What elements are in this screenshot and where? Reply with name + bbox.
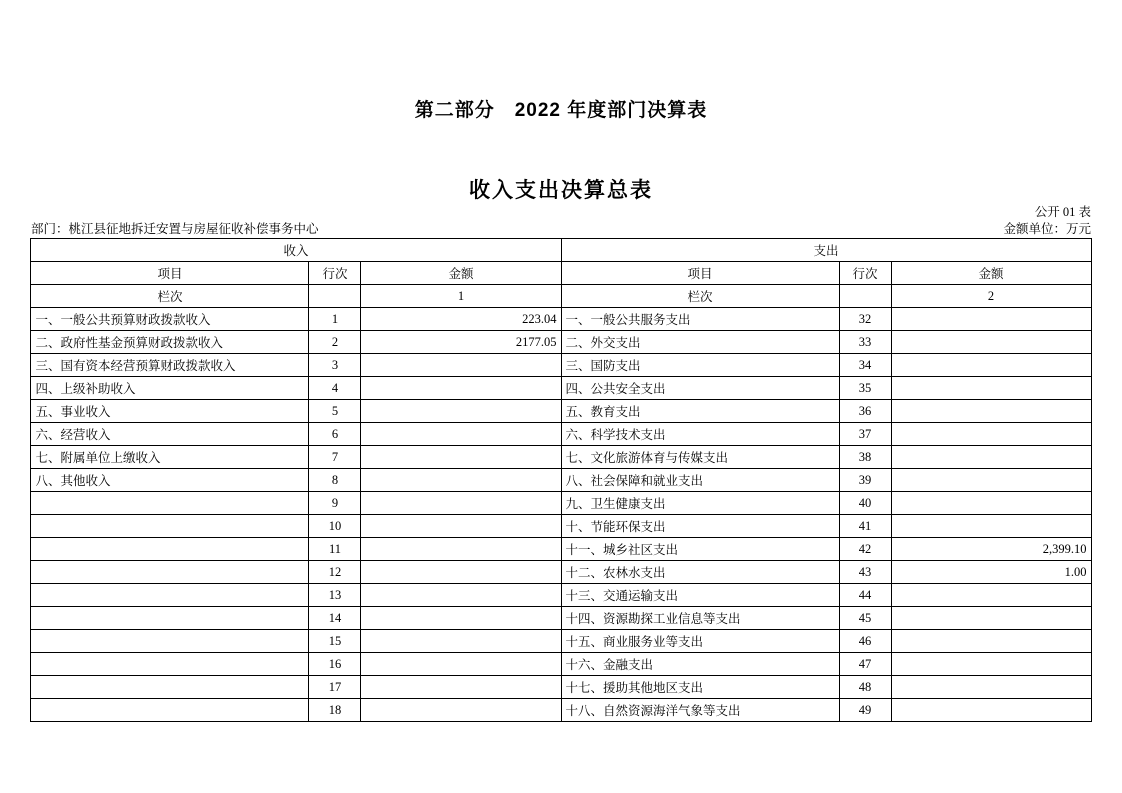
cell-income-amount [361, 423, 561, 446]
cell-expenditure-amount [891, 377, 1091, 400]
group-header-expenditure: 支出 [561, 239, 1091, 262]
table-row [31, 538, 1091, 561]
cell-expenditure-line: 34 [839, 354, 891, 377]
unit-note: 金额单位：万元 [1003, 222, 1091, 236]
cell-expenditure-item: 十八、自然资源海洋气象等支出 [561, 699, 839, 722]
cell-income-item [31, 676, 309, 699]
cell-expenditure-line: 32 [839, 308, 891, 331]
cell-income-line: 11 [309, 538, 361, 561]
header-income-line: 行次 [309, 262, 361, 285]
cell-expenditure-item: 十、节能环保支出 [561, 515, 839, 538]
table-row [31, 446, 1091, 469]
cell-income-line: 5 [309, 400, 361, 423]
cell-expenditure-line: 43 [839, 561, 891, 584]
cell-expenditure-line: 45 [839, 607, 891, 630]
cell-income-line: 3 [309, 354, 361, 377]
cell-income-amount [361, 653, 561, 676]
header-income-amount: 金额 [361, 262, 561, 285]
cell-expenditure-item: 十三、交通运输支出 [561, 584, 839, 607]
cell-expenditure-amount [891, 423, 1091, 446]
table-row [31, 469, 1091, 492]
cell-income-item [31, 561, 309, 584]
header-expenditure-amount: 金额 [891, 262, 1091, 285]
cell-income-line: 13 [309, 584, 361, 607]
cell-income-item: 四、上级补助收入 [31, 377, 309, 400]
cell-income-item: 三、国有资本经营预算财政拨款收入 [31, 354, 309, 377]
cell-expenditure-line: 42 [839, 538, 891, 561]
table-group-header-row [31, 239, 1091, 262]
cell-expenditure-amount [891, 515, 1091, 538]
cell-expenditure-amount [891, 331, 1091, 354]
cell-expenditure-item: 五、教育支出 [561, 400, 839, 423]
cell-income-line: 9 [309, 492, 361, 515]
department-line: 部门：桃江县征地拆迁安置与房屋征收补偿事务中心 [31, 222, 319, 236]
cell-expenditure-item: 三、国防支出 [561, 354, 839, 377]
cell-income-amount [361, 699, 561, 722]
meta-right-block [1003, 204, 1091, 238]
cell-expenditure-item: 六、科学技术支出 [561, 423, 839, 446]
cell-expenditure-line: 37 [839, 423, 891, 446]
header-expenditure-line: 行次 [839, 262, 891, 285]
cell-income-line: 12 [309, 561, 361, 584]
cell-income-line: 7 [309, 446, 361, 469]
table-body [31, 308, 1091, 722]
lan-label-income: 栏次 [31, 285, 309, 308]
cell-expenditure-amount [891, 584, 1091, 607]
cell-income-item [31, 699, 309, 722]
cell-income-line: 17 [309, 676, 361, 699]
cell-income-amount [361, 469, 561, 492]
cell-income-item [31, 538, 309, 561]
cell-income-item: 七、附属单位上缴收入 [31, 446, 309, 469]
cell-income-amount: 223.04 [361, 308, 561, 331]
cell-income-line: 4 [309, 377, 361, 400]
cell-expenditure-item: 十二、农林水支出 [561, 561, 839, 584]
cell-expenditure-amount [891, 676, 1091, 699]
cell-expenditure-item: 九、卫生健康支出 [561, 492, 839, 515]
cell-income-amount [361, 515, 561, 538]
cell-income-amount [361, 492, 561, 515]
cell-expenditure-line: 41 [839, 515, 891, 538]
table-row [31, 400, 1091, 423]
table-column-header-row [31, 262, 1091, 285]
cell-income-line: 6 [309, 423, 361, 446]
cell-expenditure-line: 35 [839, 377, 891, 400]
cell-expenditure-amount [891, 607, 1091, 630]
cell-expenditure-amount: 1.00 [891, 561, 1091, 584]
cell-expenditure-line: 36 [839, 400, 891, 423]
table-row [31, 699, 1091, 722]
cell-income-line: 14 [309, 607, 361, 630]
table-row [31, 331, 1091, 354]
cell-expenditure-amount [891, 653, 1091, 676]
cell-expenditure-item: 八、社会保障和就业支出 [561, 469, 839, 492]
cell-income-line: 15 [309, 630, 361, 653]
cell-income-amount [361, 630, 561, 653]
cell-income-amount [361, 607, 561, 630]
cell-income-item: 一、一般公共预算财政拨款收入 [31, 308, 309, 331]
table-row [31, 354, 1091, 377]
table-row [31, 423, 1091, 446]
cell-expenditure-amount [891, 469, 1091, 492]
cell-expenditure-amount [891, 446, 1091, 469]
lan-income-number: 1 [361, 285, 561, 308]
cell-income-amount [361, 400, 561, 423]
header-income-item: 项目 [31, 262, 309, 285]
table-lan-row [31, 285, 1091, 308]
table-row [31, 584, 1091, 607]
cell-expenditure-item: 十五、商业服务业等支出 [561, 630, 839, 653]
cell-expenditure-line: 47 [839, 653, 891, 676]
cell-income-amount: 2177.05 [361, 331, 561, 354]
table-row [31, 308, 1091, 331]
cell-income-item [31, 653, 309, 676]
cell-expenditure-item: 一、一般公共服务支出 [561, 308, 839, 331]
cell-expenditure-amount [891, 630, 1091, 653]
cell-expenditure-line: 40 [839, 492, 891, 515]
table-meta [31, 204, 1091, 238]
cell-income-line: 2 [309, 331, 361, 354]
cell-expenditure-line: 49 [839, 699, 891, 722]
cell-income-line: 10 [309, 515, 361, 538]
part-title: 第二部分 2022 年度部门决算表 [414, 100, 708, 121]
cell-expenditure-line: 39 [839, 469, 891, 492]
table-row [31, 492, 1091, 515]
cell-expenditure-line: 44 [839, 584, 891, 607]
cell-expenditure-line: 48 [839, 676, 891, 699]
cell-expenditure-item: 十四、资源勘探工业信息等支出 [561, 607, 839, 630]
cell-expenditure-item: 十一、城乡社区支出 [561, 538, 839, 561]
cell-expenditure-item: 四、公共安全支出 [561, 377, 839, 400]
cell-income-amount [361, 676, 561, 699]
cell-income-amount [361, 584, 561, 607]
cell-expenditure-amount [891, 492, 1091, 515]
cell-income-item [31, 515, 309, 538]
cell-income-item: 二、政府性基金预算财政拨款收入 [31, 331, 309, 354]
lan-label-expenditure: 栏次 [561, 285, 839, 308]
table-row [31, 607, 1091, 630]
table-row [31, 561, 1091, 584]
lan-income-blank [309, 285, 361, 308]
cell-expenditure-amount [891, 308, 1091, 331]
cell-expenditure-amount [891, 699, 1091, 722]
cell-income-amount [361, 354, 561, 377]
income-expenditure-table [30, 238, 1091, 722]
table-title: 收入支出决算总表 [469, 178, 653, 202]
cell-expenditure-item: 七、文化旅游体育与传媒支出 [561, 446, 839, 469]
table-row [31, 515, 1091, 538]
group-header-income: 收入 [31, 239, 561, 262]
cell-income-item [31, 492, 309, 515]
cell-income-line: 8 [309, 469, 361, 492]
lan-expenditure-blank [839, 285, 891, 308]
cell-income-amount [361, 446, 561, 469]
cell-expenditure-line: 33 [839, 331, 891, 354]
cell-expenditure-item: 二、外交支出 [561, 331, 839, 354]
cell-expenditure-item: 十六、金融支出 [561, 653, 839, 676]
cell-income-item [31, 584, 309, 607]
cell-expenditure-amount [891, 400, 1091, 423]
table-row [31, 630, 1091, 653]
cell-income-item: 五、事业收入 [31, 400, 309, 423]
table-row [31, 653, 1091, 676]
cell-income-item: 八、其他收入 [31, 469, 309, 492]
lan-expenditure-number: 2 [891, 285, 1091, 308]
cell-income-line: 18 [309, 699, 361, 722]
header-expenditure-item: 项目 [561, 262, 839, 285]
cell-income-amount [361, 561, 561, 584]
cell-income-line: 16 [309, 653, 361, 676]
cell-income-item: 六、经营收入 [31, 423, 309, 446]
cell-income-amount [361, 377, 561, 400]
table-row [31, 676, 1091, 699]
cell-expenditure-line: 46 [839, 630, 891, 653]
cell-income-item [31, 607, 309, 630]
cell-income-line: 1 [309, 308, 361, 331]
cell-income-amount [361, 538, 561, 561]
table-row [31, 377, 1091, 400]
cell-income-item [31, 630, 309, 653]
cell-expenditure-amount: 2,399.10 [891, 538, 1091, 561]
cell-expenditure-amount [891, 354, 1091, 377]
cell-expenditure-item: 十七、援助其他地区支出 [561, 676, 839, 699]
cell-expenditure-line: 38 [839, 446, 891, 469]
form-code: 公开 01 表 [1034, 205, 1091, 219]
